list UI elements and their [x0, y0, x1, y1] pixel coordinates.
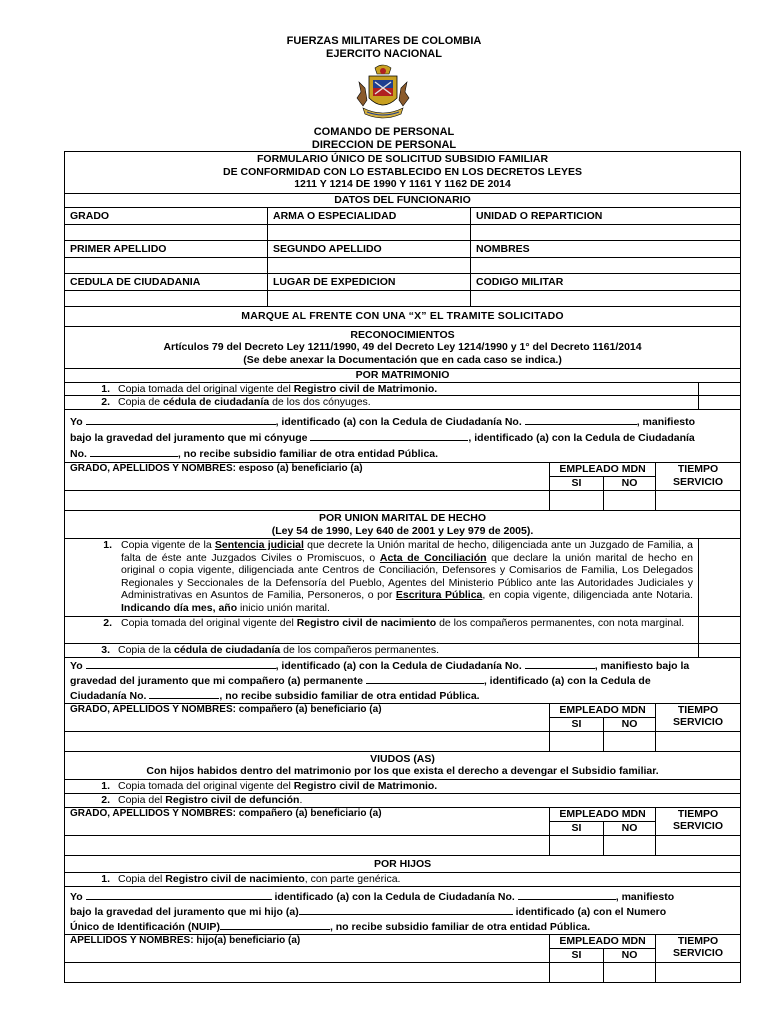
checkbox-union-2[interactable] [699, 617, 741, 644]
matrimonio-item-2: 2. Copia de cédula de ciudadanía de los dos cónyuges. [65, 396, 699, 410]
field-matrimonio-si[interactable] [550, 491, 604, 511]
viudos-title-2: Con hijos habidos dentro del matrimonio por los que exista el derecho a devengar el Subsidio familiar. [146, 765, 659, 777]
viudos-empleado-mdn: EMPLEADO MDN [550, 807, 656, 821]
matrimonio-grado-label: GRADO, APELLIDOS Y NOMBRES: esposo (a) beneficiario (a) [65, 463, 550, 491]
field-union-beneficiario[interactable] [65, 731, 550, 751]
field-unidad[interactable] [471, 224, 741, 240]
header-line-3: COMANDO DE PERSONAL [313, 126, 455, 138]
label-grado: GRADO [65, 207, 268, 224]
field-matrimonio-tiempo[interactable] [656, 491, 741, 511]
matrimonio-tiempo-servicio: TIEMPO SERVICIO [656, 463, 741, 491]
label-primer-apellido: PRIMER APELLIDO [65, 240, 268, 257]
label-cedula: CEDULA DE CIUDADANIA [65, 273, 268, 290]
viudos-grado-label: GRADO, APELLIDOS Y NOMBRES: compañero (a) beneficiario (a) [65, 807, 550, 835]
hijos-tiempo-servicio: TIEMPO SERVICIO [656, 934, 741, 962]
checkbox-union-1[interactable] [699, 539, 741, 617]
field-viudos-si[interactable] [550, 835, 604, 855]
reconocimientos-articulos: Artículos 79 del Decreto Ley 1211/1990, 49 del Decreto Ley 1214/1990 y 1° del Decreto 1161/2014 [163, 341, 642, 353]
label-nombres: NOMBRES [471, 240, 741, 257]
header-line-1: FUERZAS MILITARES DE COLOMBIA [286, 35, 482, 47]
subsidy-request-form [64, 151, 741, 983]
field-segundo-apellido[interactable] [268, 257, 471, 273]
union-item-1: 1. Copia vigente de la Sentencia judicial que decrete la Unión marital de hecho, diligenciada ante un Juzgado de Familia, a falta de éste ante Juzgados Civiles o Promiscuos, o Acta de Conciliación que declare la unión marital de hecho en original o copia vigente, diligenciada ante Centros de Conciliación, Defensores y Comisarios de Familia, Los Delegados Regionales y Seccionales de la Defensoría del Pueblo, Agentes del Ministerio Público ante las Autoridades Judiciales y Administrativas en Asuntos de Familia, Personeros, o por Escritura Pública, en copia vigente, diligenciada ante Notaria. Indicando día mes, año inicio unión marital. [65, 539, 699, 617]
field-matrimonio-beneficiario[interactable] [65, 491, 550, 511]
field-union-tiempo[interactable] [656, 731, 741, 751]
label-unidad: UNIDAD O REPARTICION [471, 207, 741, 224]
viudos-title-1: VIUDOS (AS) [370, 752, 435, 765]
field-lugar-expedicion[interactable] [268, 290, 471, 306]
field-hijos-no[interactable] [604, 962, 656, 982]
union-tiempo-servicio: TIEMPO SERVICIO [656, 703, 741, 731]
hijos-grado-label: APELLIDOS Y NOMBRES: hijo(a) beneficiario (a) [65, 934, 550, 962]
field-union-no[interactable] [604, 731, 656, 751]
label-segundo-apellido: SEGUNDO APELLIDO [268, 240, 471, 257]
form-title-3: 1211 Y 1214 DE 1990 Y 1161 Y 1162 DE 2014 [294, 178, 511, 190]
coat-of-arms-icon [355, 62, 411, 124]
instruction-marque: MARQUE AL FRENTE CON UNA “X” EL TRAMITE SOLICITADO [65, 306, 741, 326]
union-si: SI [550, 717, 604, 731]
viudos-item-1: 1. Copia tomada del original vigente del Registro civil de Matrimonio. [65, 779, 741, 793]
viudos-no: NO [604, 821, 656, 835]
union-item-2: 2. Copia tomada del original vigente del Registro civil de nacimiento de los compañeros permanentes, con nota marginal. [65, 617, 699, 644]
union-no: NO [604, 717, 656, 731]
hijos-no: NO [604, 948, 656, 962]
field-hijos-tiempo[interactable] [656, 962, 741, 982]
field-union-si[interactable] [550, 731, 604, 751]
section-hijos: POR HIJOS [65, 855, 741, 872]
viudos-item-2: 2. Copia del Registro civil de defunción. [65, 793, 741, 807]
field-codigo-militar[interactable] [471, 290, 741, 306]
field-grado[interactable] [65, 224, 268, 240]
field-viudos-no[interactable] [604, 835, 656, 855]
declaracion-matrimonio: Yo , identificado (a) con la Cedula de Ciudadanía No. , manifiesto bajo la gravedad del juramento que mi cónyuge , identificado (a) con la Cedula de Ciudadanía No. , no recibe subsidio familiar de otra entidad Pública. [65, 410, 741, 463]
field-hijos-beneficiario[interactable] [65, 962, 550, 982]
hijos-empleado-mdn: EMPLEADO MDN [550, 934, 656, 948]
field-cedula[interactable] [65, 290, 268, 306]
checkbox-matrimonio-2[interactable] [699, 396, 741, 410]
union-title-2: (Ley 54 de 1990, Ley 640 de 2001 y Ley 979 de 2005). [271, 524, 534, 537]
field-matrimonio-no[interactable] [604, 491, 656, 511]
hijos-item-1: 1. Copia del Registro civil de nacimiento, con parte genérica. [65, 872, 741, 886]
label-arma: ARMA O ESPECIALIDAD [268, 207, 471, 224]
field-arma[interactable] [268, 224, 471, 240]
declaracion-union: Yo , identificado (a) con la Cedula de Ciudadanía No. , manifiesto bajo la gravedad del juramento que mi compañero (a) permanente , identificado (a) con la Cedula de Ciudadanía No. , no recibe subsidio familiar de otra entidad Pública. [65, 657, 741, 703]
field-hijos-si[interactable] [550, 962, 604, 982]
header-line-2: EJERCITO NACIONAL [326, 48, 442, 60]
form-title-2: DE CONFORMIDAD CON LO ESTABLECIDO EN LOS DECRETOS LEYES [223, 165, 583, 178]
reconocimientos-anexar: (Se debe anexar la Documentación que en cada caso se indica.) [243, 353, 562, 366]
matrimonio-empleado-mdn: EMPLEADO MDN [550, 463, 656, 477]
field-viudos-beneficiario[interactable] [65, 835, 550, 855]
viudos-si: SI [550, 821, 604, 835]
union-grado-label: GRADO, APELLIDOS Y NOMBRES: compañero (a) beneficiario (a) [65, 703, 550, 731]
field-viudos-tiempo[interactable] [656, 835, 741, 855]
form-title-row [65, 152, 741, 194]
matrimonio-si: SI [550, 477, 604, 491]
field-primer-apellido[interactable] [65, 257, 268, 273]
header-line-4: DIRECCION DE PERSONAL [311, 139, 457, 151]
union-empleado-mdn: EMPLEADO MDN [550, 703, 656, 717]
hijos-si: SI [550, 948, 604, 962]
reconocimientos-title: RECONOCIMIENTOS [350, 328, 455, 341]
viudos-tiempo-servicio: TIEMPO SERVICIO [656, 807, 741, 835]
form-title-1: FORMULARIO ÚNICO DE SOLICITUD SUBSIDIO FAMILIAR [256, 153, 549, 165]
label-codigo-militar: CODIGO MILITAR [471, 273, 741, 290]
label-lugar-expedicion: LUGAR DE EXPEDICION [268, 273, 471, 290]
matrimonio-item-1: 1. Copia tomada del original vigente del Registro civil de Matrimonio. [65, 382, 699, 396]
checkbox-matrimonio-1[interactable] [699, 382, 741, 396]
section-matrimonio: POR MATRIMONIO [65, 368, 741, 382]
union-item-3: 3. Copia de la cédula de ciudadanía de los compañeros permanentes. [65, 644, 699, 658]
checkbox-union-3[interactable] [699, 644, 741, 658]
field-nombres[interactable] [471, 257, 741, 273]
matrimonio-no: NO [604, 477, 656, 491]
declaracion-hijos: Yo identificado (a) con la Cedula de Ciudadanía No. , manifiesto bajo la gravedad del juramento que mi hijo (a) identificado (a) con el Numero Único de Identificación (NUIP) , no recibe subsidio familiar de otra entidad Pública. [65, 886, 741, 934]
union-title-1: POR UNION MARITAL DE HECHO [319, 512, 487, 524]
section-datos-funcionario: DATOS DEL FUNCIONARIO [65, 194, 741, 208]
